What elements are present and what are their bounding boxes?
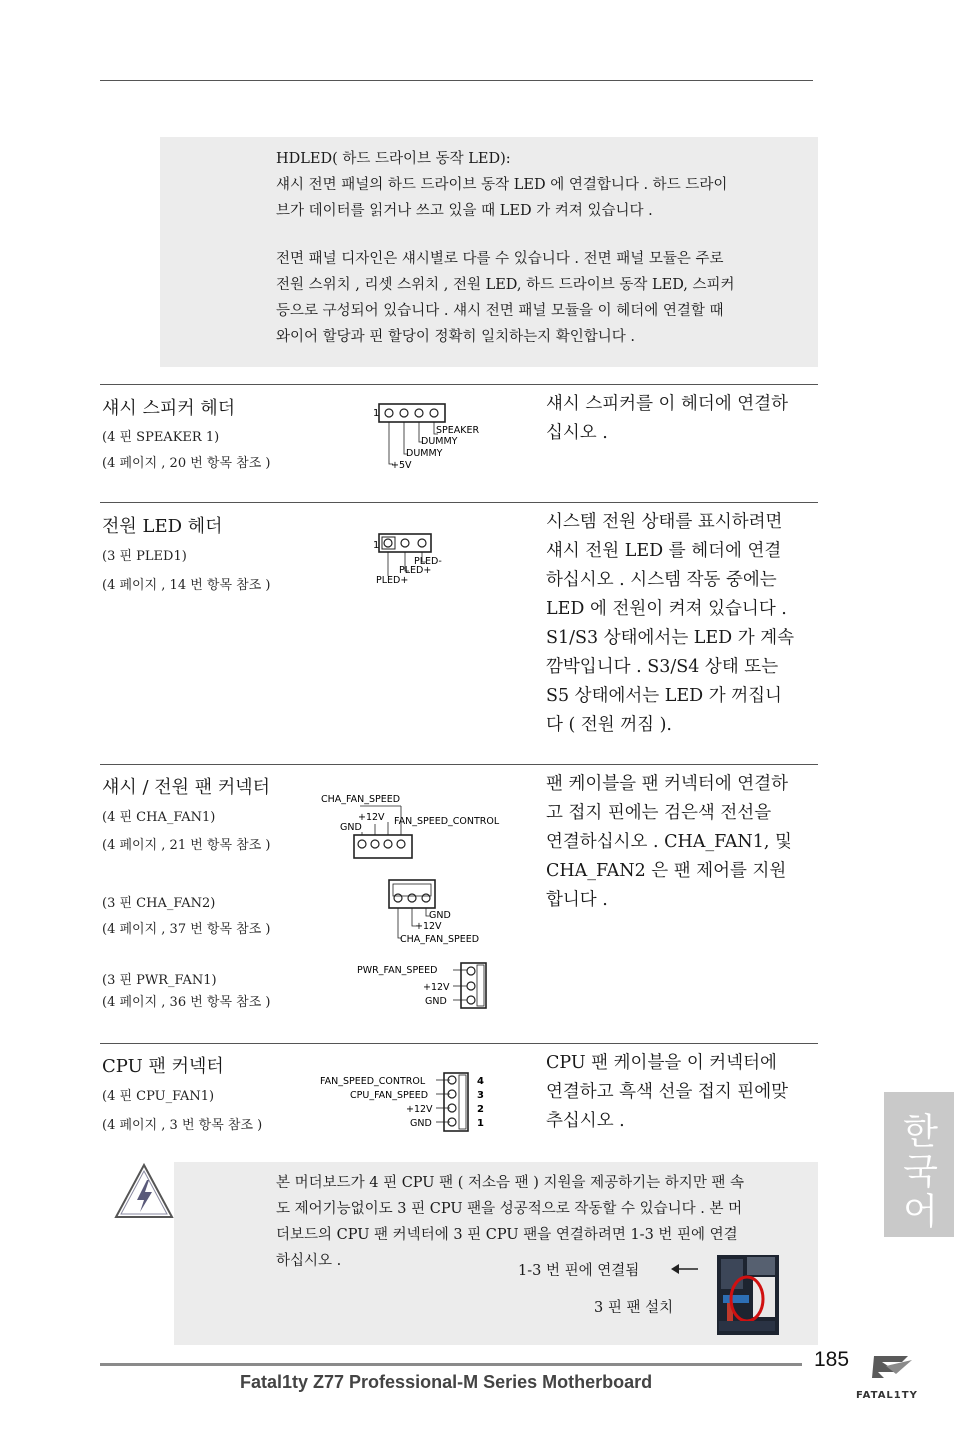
pled-desc-line: 섀시 전원 LED 를 헤더에 연결: [546, 541, 782, 561]
cpufan-description: [546, 1049, 821, 1136]
chafan2-page-ref: (4 페이지 , 37 번 항목 참조 ): [102, 922, 271, 937]
connected-label: 1-3 번 핀에 연결됨: [518, 1263, 640, 1279]
section-rule: [100, 764, 818, 765]
cpufan-diagram: [318, 1070, 498, 1134]
pled-desc-line: S1/S3 상태에서는 LED 가 계속: [546, 628, 795, 648]
pled-plus-label: PLED+: [376, 575, 409, 586]
fatal1ty-logo: [852, 1352, 932, 1402]
gnd-label: GND: [410, 1118, 432, 1129]
speaker-pin-label: SPEAKER: [436, 425, 480, 436]
warning-line: 도 제어기능없이도 3 핀 CPU 팬을 성공적으로 작동할 수 있습니다 . 본 머: [276, 1201, 743, 1217]
dummy-pin-label: DUMMY: [406, 448, 443, 459]
fan-speed-control-label: FAN_SPEED_CONTROL: [320, 1076, 426, 1087]
chafan-desc-line: 고 접지 핀에는 검은색 전선을: [546, 803, 772, 823]
footer-rule: [100, 1363, 802, 1366]
pin-number: 3: [477, 1090, 484, 1101]
cpufan-desc-line: CPU 팬 케이블을 이 커넥터에: [546, 1053, 777, 1073]
chafan-desc-line: 팬 케이블을 팬 커넥터에 연결하: [546, 774, 789, 794]
speaker-desc-line: 십시오 .: [546, 423, 608, 443]
cpufan-desc-line: 연결하고 흑색 선을 접지 핀에맞: [546, 1082, 789, 1102]
pled-desc-line: S5 상태에서는 LED 가 꺼집니: [546, 686, 782, 706]
gnd-label: GND: [425, 996, 447, 1007]
cpu-fan-speed-label: CPU_FAN_SPEED: [350, 1090, 429, 1101]
warning-line: 더보드의 CPU 팬 커넥터에 3 핀 CPU 팬을 연결하려면 1-3 번 핀에 연결: [276, 1227, 738, 1243]
top-rule: [100, 80, 813, 81]
pwr-fan-speed-label: PWR_FAN_SPEED: [357, 965, 438, 976]
cpufan-desc-line: 추십시오 .: [546, 1111, 625, 1131]
warning-line: 본 머더보드가 4 핀 CPU 팬 ( 저소음 팬 ) 지원을 제공하기는 하지만 팬 속: [276, 1175, 745, 1191]
footer-title: Fatal1ty Z77 Professional-M Series Motherboard: [240, 1372, 653, 1392]
pled-description: [546, 508, 821, 740]
pled-desc-line: 하십시오 . 시스템 작동 중에는: [546, 570, 777, 590]
12v-label: +12V: [423, 982, 450, 993]
pled-title: 전원 LED 헤더: [102, 516, 223, 537]
section-rule: [100, 384, 818, 385]
pin-number: 1: [477, 1118, 484, 1129]
pled-subtitle: (3 핀 PLED1): [102, 549, 187, 564]
12v-label: +12V: [415, 921, 442, 932]
hdled-note-line: 브가 데이터를 읽거나 쓰고 있을 때 LED 가 켜져 있습니다 .: [276, 203, 653, 219]
5v-pin-label: +5V: [391, 460, 412, 471]
chafan-desc-line: 합니다 .: [546, 890, 608, 910]
cha-fan-speed-label: CHA_FAN_SPEED: [321, 794, 401, 805]
cha-fan-speed-label: CHA_FAN_SPEED: [400, 934, 480, 945]
pled-desc-line: 다 ( 전원 꺼짐 ).: [546, 715, 672, 735]
pin1-label: 1: [373, 408, 380, 419]
chafan-description: [546, 770, 821, 915]
chafan2-subtitle: (3 핀 CHA_FAN2): [102, 896, 216, 911]
language-side-tab: [884, 1092, 954, 1237]
pled-header-diagram: [370, 530, 470, 590]
pled-minus-label: PLED-: [414, 556, 442, 567]
pin1-label: 1: [373, 540, 380, 551]
warning-icon: [113, 1162, 175, 1220]
hdled-note-line: HDLED( 하드 드라이브 동작 LED):: [276, 151, 511, 167]
hdled-note-line: 와이어 할당과 핀 할당이 정확히 일치하는지 확인합니다 .: [276, 329, 636, 345]
speaker-header-diagram: [370, 398, 500, 473]
chafan-subtitle: (4 핀 CHA_FAN1): [102, 810, 216, 825]
12v-label: +12V: [406, 1104, 433, 1115]
gnd-label: GND: [429, 910, 451, 921]
hdled-note-line: 전원 스위치 , 리셋 스위치 , 전원 LED, 하드 드라이브 동작 LED, 스피커: [276, 277, 735, 293]
speaker-subtitle: (4 핀 SPEAKER 1): [102, 430, 220, 445]
pin-number: 4: [477, 1076, 484, 1087]
fan-speed-control-label: FAN_SPEED_CONTROL: [394, 816, 500, 827]
speaker-desc-line: 섀시 스피커를 이 헤더에 연결하: [546, 394, 789, 414]
chafan-title: 섀시 / 전원 팬 커넥터: [102, 777, 271, 798]
pwrfan-page-ref: (4 페이지 , 36 번 항목 참조 ): [102, 995, 271, 1010]
logo-text: FATAL1TY: [856, 1390, 918, 1401]
arrow-left-icon: [671, 1262, 699, 1276]
cpufan-subtitle: (4 핀 CPU_FAN1): [102, 1089, 215, 1104]
cpufan-page-ref: (4 페이지 , 3 번 항목 참조 ): [102, 1118, 263, 1133]
hdled-note-line: 등으로 구성되어 있습니다 . 섀시 전면 패널 모듈을 이 헤더에 연결할 때: [276, 303, 724, 319]
speaker-description: [546, 390, 821, 448]
section-rule: [100, 1043, 818, 1044]
hdled-note: [276, 146, 816, 350]
hdled-note-line: 전면 패널 디자인은 섀시별로 다를 수 있습니다 . 전면 패널 모듈은 주로: [276, 251, 724, 267]
language-label: 한국어: [897, 1112, 938, 1232]
speaker-page-ref: (4 페이지 , 20 번 항목 참조 ): [102, 456, 271, 471]
pled-desc-line: 깜박입니다 . S3/S4 상태 또는: [546, 657, 779, 677]
pin-number: 2: [477, 1104, 484, 1115]
12v-label: +12V: [358, 812, 385, 823]
warning-line: 하십시오 .: [276, 1253, 342, 1269]
install-label: 3 핀 팬 설치: [594, 1300, 674, 1316]
chafan1-diagram: [318, 790, 528, 865]
speaker-title: 섀시 스피커 헤더: [102, 398, 236, 419]
section-rule: [100, 502, 818, 503]
chafan-desc-line: CHA_FAN2 은 팬 제어를 지원: [546, 861, 787, 881]
chafan2-diagram: [385, 878, 505, 948]
pled-page-ref: (4 페이지 , 14 번 항목 참조 ): [102, 578, 271, 593]
pled-plus-label: PLED+: [399, 565, 432, 576]
chafan-desc-line: 연결하십시오 . CHA_FAN1, 및: [546, 832, 792, 852]
dummy-pin-label: DUMMY: [421, 436, 458, 447]
cpufan-title: CPU 팬 커넥터: [102, 1056, 224, 1077]
chafan-page-ref: (4 페이지 , 21 번 항목 참조 ): [102, 838, 271, 853]
page-number: 185: [814, 1348, 850, 1371]
fan-install-photo: [717, 1255, 779, 1335]
pled-desc-line: 시스템 전원 상태를 표시하려면: [546, 512, 783, 532]
gnd-label: GND: [340, 822, 362, 833]
pwrfan1-diagram: [355, 960, 495, 1010]
pwrfan-subtitle: (3 핀 PWR_FAN1): [102, 973, 217, 988]
pled-desc-line: LED 에 전원이 켜져 있습니다 .: [546, 599, 787, 619]
hdled-note-line: 섀시 전면 패널의 하드 드라이브 동작 LED 에 연결합니다 . 하드 드라이: [276, 177, 728, 193]
